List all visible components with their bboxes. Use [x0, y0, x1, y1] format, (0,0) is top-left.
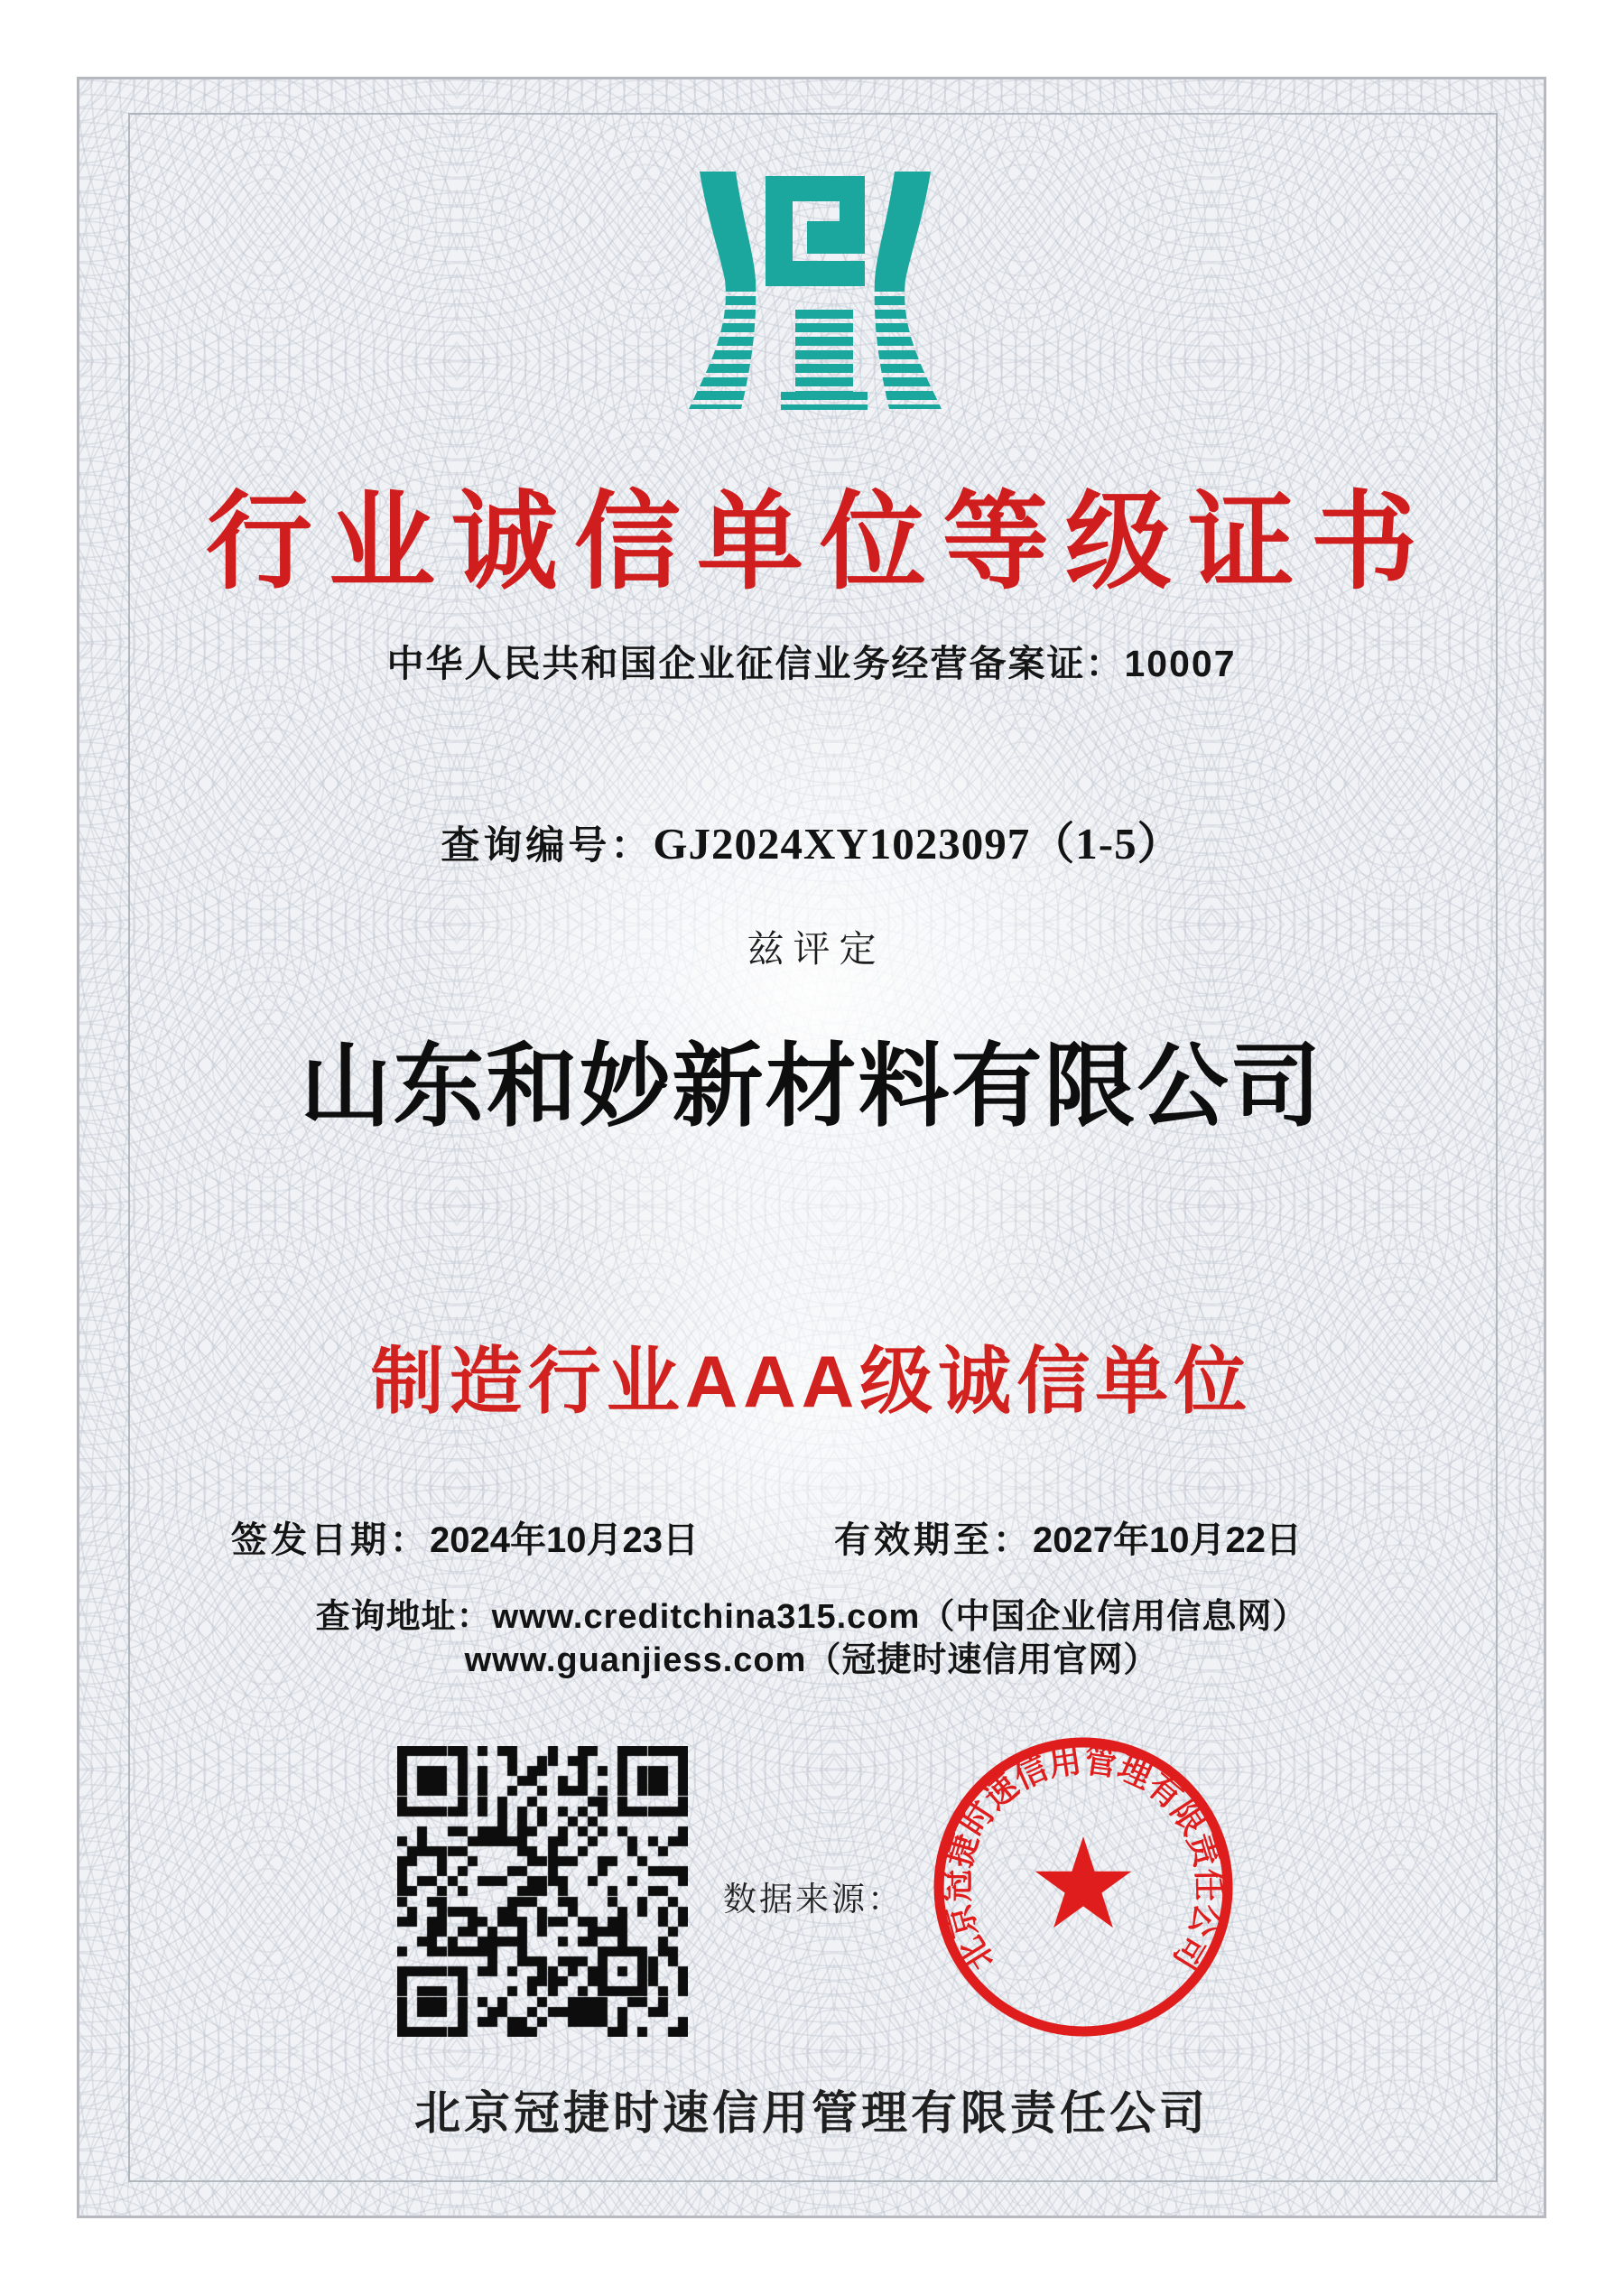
valid-until — [834, 1511, 1302, 1563]
query-address-line1 — [79, 1588, 1544, 1638]
issue-date — [231, 1511, 699, 1563]
issue-date-value: 2024年10月23日 — [430, 1520, 699, 1560]
query-address-url1: www.creditchina315.com（中国企业信用信息网） — [491, 1598, 1308, 1636]
registration-subtitle: 中华人民共和国企业征信业务经营备案证：10007 — [386, 643, 1237, 684]
stamp-text: 北京冠捷时速信用管理有限责任公司 — [938, 1741, 1229, 1978]
logo-g-glyph — [766, 176, 865, 286]
valid-until-value: 2027年10月22日 — [1033, 1520, 1302, 1560]
query-number-label: 查询编号： — [441, 824, 654, 868]
grade-title: 制造行业AAA级诚信单位 — [370, 1342, 1253, 1423]
dates-row — [34, 1511, 1499, 1563]
qr-code — [397, 1746, 688, 2037]
issue-date-label: 签发日期： — [231, 1520, 431, 1560]
query-number-row — [79, 809, 1544, 872]
certificate-title: 行业诚信单位等级证书 — [205, 483, 1434, 602]
red-seal-icon — [917, 1721, 1249, 2053]
hereby-text: 兹评定 — [747, 928, 886, 970]
data-source-label: 数据来源： — [723, 1882, 904, 1919]
query-address-label: 查询地址： — [315, 1598, 492, 1636]
query-number-value: GJ2024XY1023097（1-5） — [653, 819, 1183, 869]
stamp-star-icon — [1035, 1836, 1132, 1928]
query-address-line2: www.guanjiess.com（冠捷时速信用官网） — [464, 1641, 1159, 1679]
issuer-name: 北京冠捷时速信用管理有限责任公司 — [413, 2087, 1209, 2139]
valid-until-label: 有效期至： — [834, 1520, 1033, 1560]
certificate-border — [77, 77, 1546, 2218]
guanjie-logo-icon — [689, 172, 942, 412]
company-name: 山东和妙新材料有限公司 — [300, 1036, 1323, 1138]
